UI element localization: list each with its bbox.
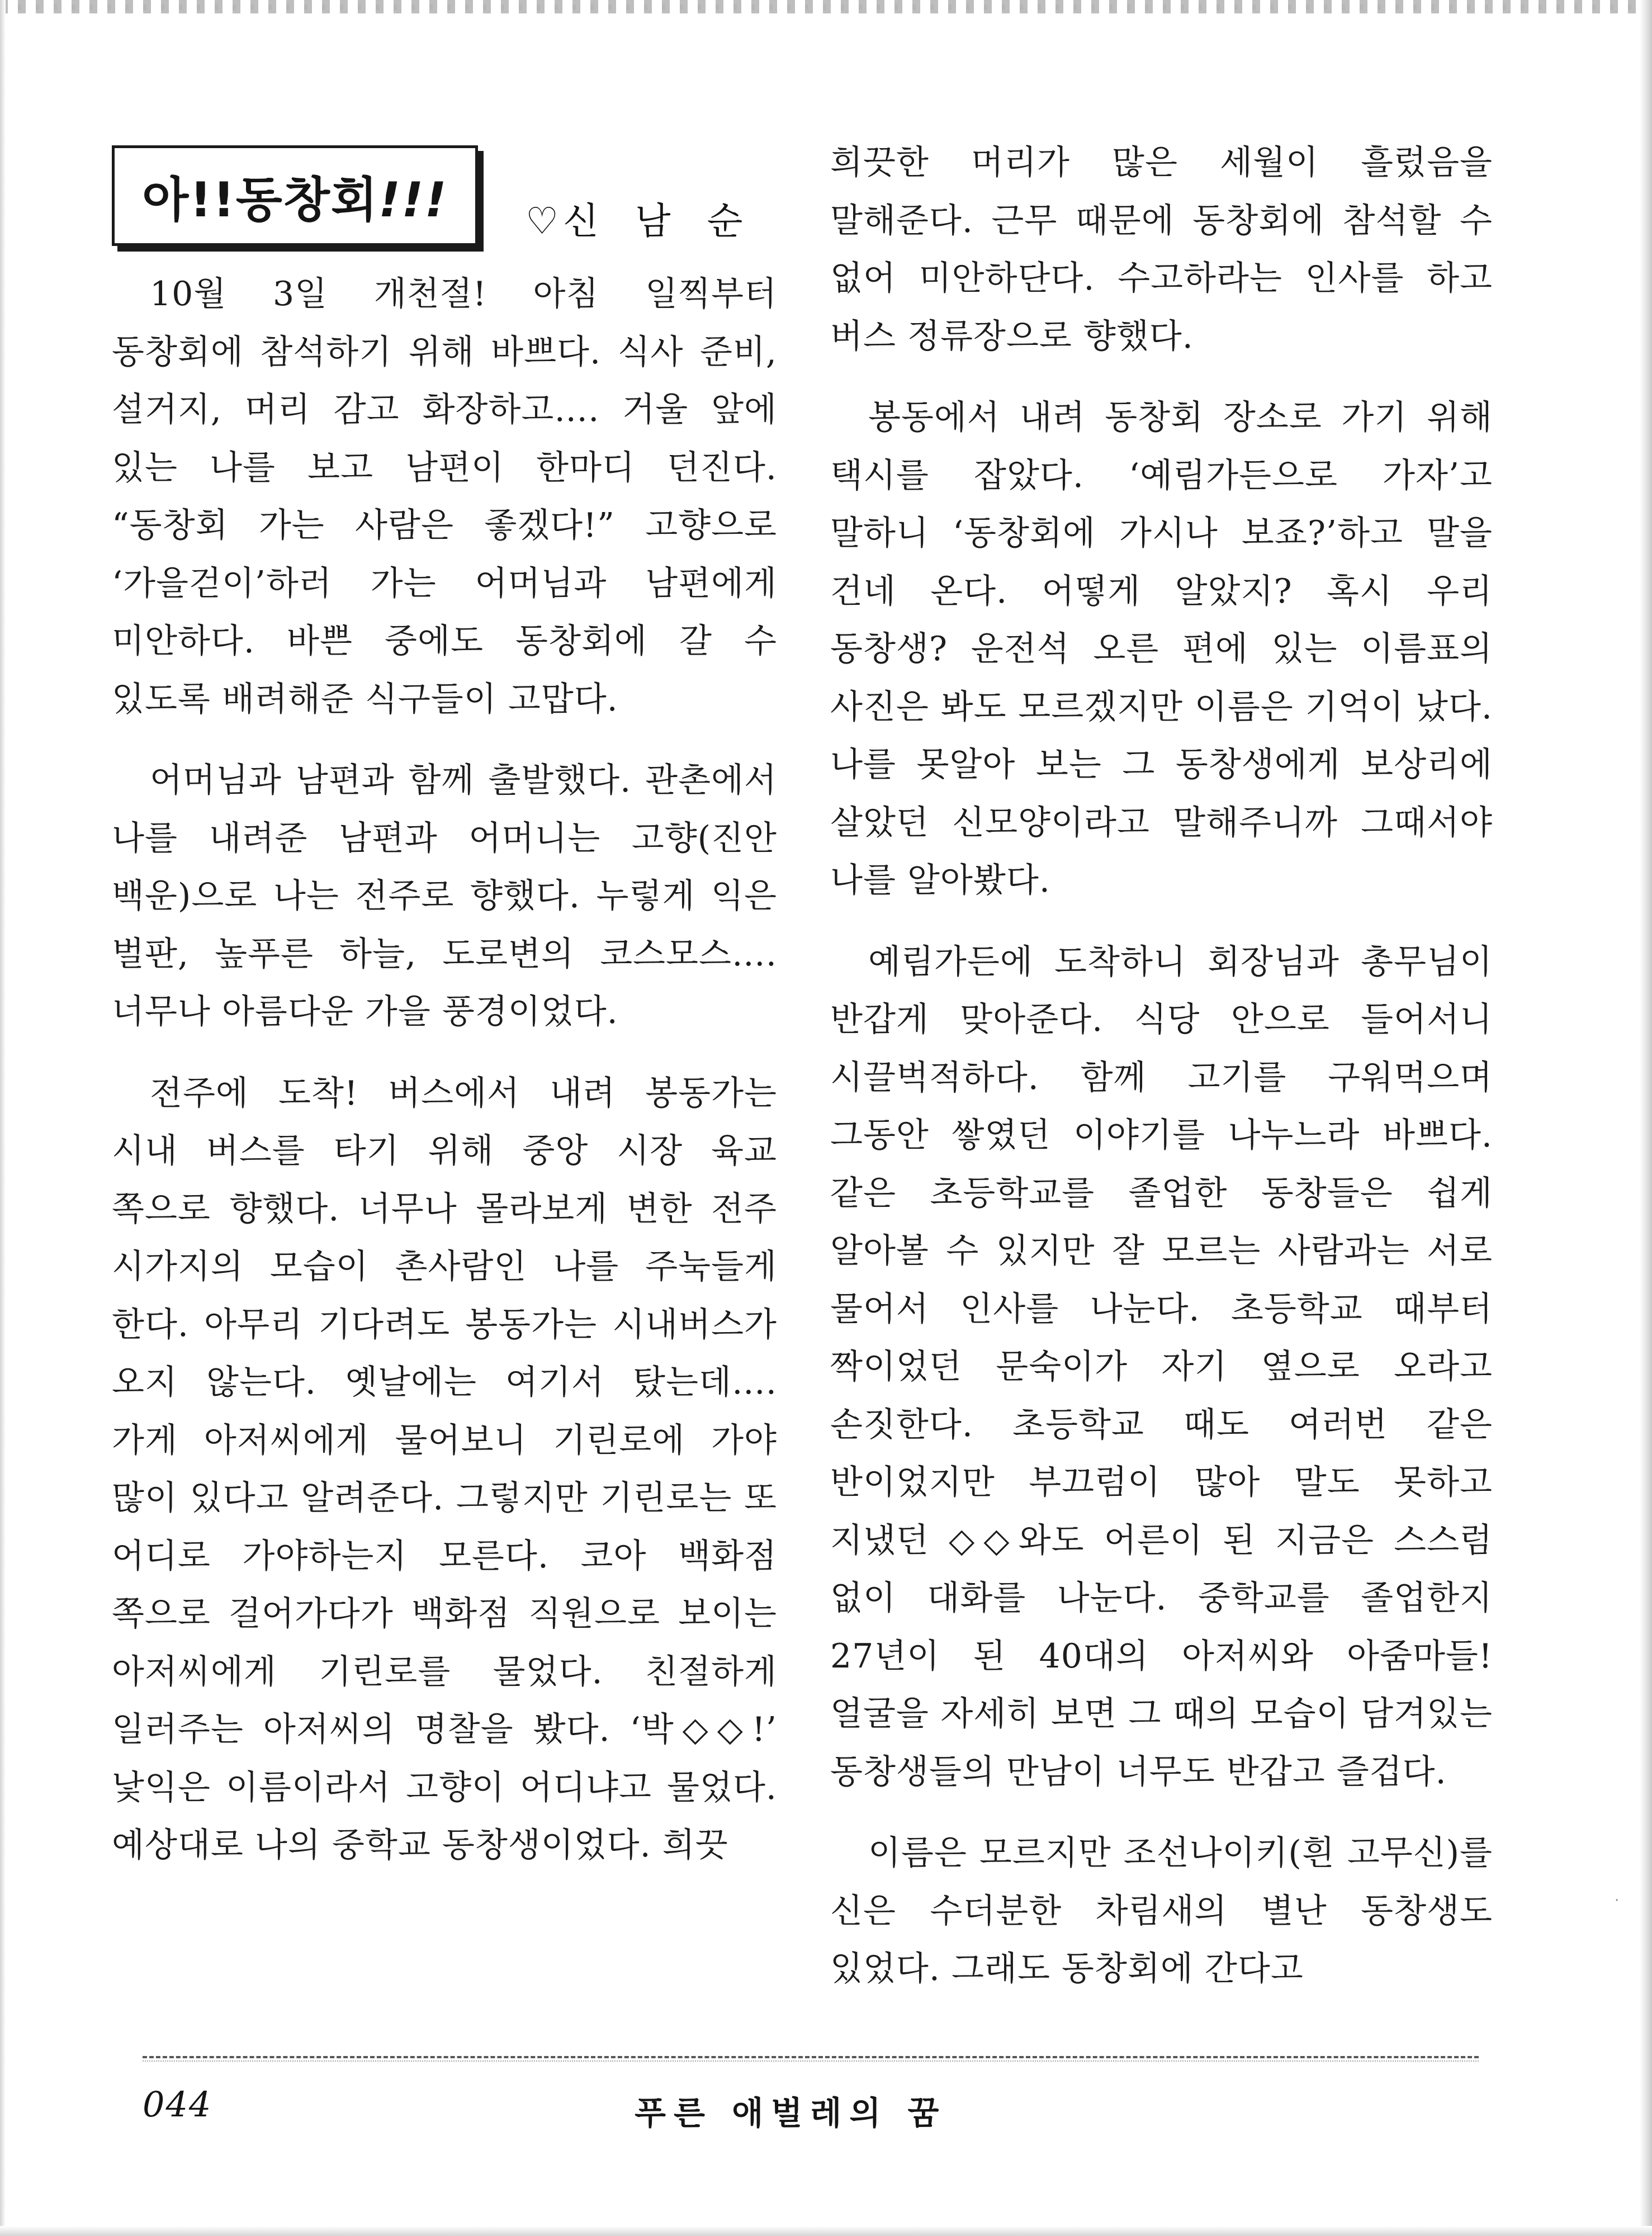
page-edge-left — [0, 0, 6, 2236]
paragraph: 10월 3일 개천절! 아침 일찍부터 동창회에 참석하기 위해 바쁘다. 식사 준비, 설거지, 머리 감고 화장하고…. 거울 앞에 있는 나를 보고 남편이 한마디 던진다. “동창회 가는 사람은 좋겠다!” 고향으로 ‘가을걷이’하러 가는 어머님과 남편에게 미안하다. 바쁜 중에도 동창회에 갈 수 있도록 배려해준 식구들이 고맙다. — [112, 274, 777, 719]
paragraph: 전주에 도착! 버스에서 내려 봉동가는 시내 버스를 타기 위해 중앙 시장 육교 쪽으로 향했다. 너무나 몰라보게 변한 전주 시가지의 모습이 촌사람인 나를 주눅들게 한다. 아무리 기다려도 봉동가는 시내버스가 오지 않는다. 옛날에는 여기서 탔는데…. 가게 아저씨에게 물어보니 기린로에 가야 많이 있다고 알려준다. 그렇지만 기린로는 또 어디로 가야하는지 모른다. 코아 백화점 쪽으로 걸어가다가 백화점 직원으로 보이는 아저씨에게 기린로를 물었다. 친절하게 일러주는 아저씨의 명찰을 봤다. ‘박◇◇!’ 낯익은 이름이라서 고향이 어디냐고 물었다. 예상대로 나의 중학교 동창생이었다. 희끗 — [112, 1073, 777, 1865]
page-edge-bottom — [0, 2226, 1652, 2236]
footer-divider-dots — [143, 2060, 1479, 2062]
spiral-binding — [0, 0, 1652, 22]
paragraph: 봉동에서 내려 동창회 장소로 가기 위해 택시를 잡았다. ‘예림가든으로 가자’고 말하니 ‘동창회에 가시나 보죠?’하고 말을 건네 온다. 어떻게 알았지? 혹시 우리 동창생? 운전석 오른 편에 있는 이름표의 사진은 봐도 모르겠지만 이름은 기억이 났다. 나를 못알아 보는 그 동창생에게 보상리에 살았던 신모양이라고 말해주니까 그때서야 나를 알아봤다. — [830, 398, 1493, 900]
scan-speck: · — [1615, 1892, 1620, 1909]
footer-divider — [143, 2056, 1479, 2058]
article-title-box — [112, 145, 478, 246]
article-title-marks: !!! — [378, 172, 448, 228]
book-title: 푸른 애벌레의 꿈 — [635, 2094, 947, 2132]
spiral-binding-holes — [0, 4, 1652, 10]
paragraph: 어머님과 남편과 함께 출발했다. 관촌에서 나를 내려준 남편과 어머니는 고향(진안 백운)으로 나는 전주로 향했다. 누렇게 익은 벌판, 높푸른 하늘, 도로변의 코스모스…. 너무나 아름다운 가을 풍경이었다. — [112, 761, 777, 1031]
paragraph: 예림가든에 도착하니 회장님과 총무님이 반갑게 맞아준다. 식당 안으로 들어서니 시끌벅적하다. 함께 고기를 구워먹으며 그동안 쌓였던 이야기를 나누느라 바쁘다. 같은 초등학교를 졸업한 동창들은 쉽게 알아볼 수 있지만 잘 모르는 사람과는 서로 물어서 인사를 나눈다. 초등학교 때부터 짝이었던 문숙이가 자기 옆으로 오라고 손짓한다. 초등학교 때도 여러번 같은 반이었지만 부끄럼이 많아 말도 못하고 지냈던 ◇◇와도 어른이 된 지금은 스스럼 없이 대화를 나눈다. 중학교를 졸업한지 27년이 된 40대의 아저씨와 아줌마들! 얼굴을 자세히 보면 그 때의 모습이 담겨있는 동창생들의 만남이 너무도 반갑고 즐겁다. — [830, 942, 1493, 1792]
article-title-main: 아!!동창회 — [142, 172, 379, 228]
page-edge-right — [1640, 0, 1652, 2236]
page-number: 044 — [143, 2084, 212, 2125]
column-left — [112, 266, 777, 1875]
column-right — [830, 134, 1493, 1998]
article-title — [142, 161, 447, 230]
author-name: 신 남 순 — [563, 200, 755, 243]
author-byline — [526, 191, 755, 244]
heart-icon: ♡ — [526, 200, 559, 243]
paragraph: 이름은 모르지만 조선나이키(흰 고무신)를 신은 수더분한 차림새의 별난 동창생도 있었다. 그래도 동창회에 간다고 — [830, 1834, 1493, 1988]
paragraph: 희끗한 머리가 많은 세월이 흘렀음을 말해준다. 근무 때문에 동창회에 참석할 수 없어 미안하단다. 수고하라는 인사를 하고 버스 정류장으로 향했다. — [830, 143, 1493, 356]
